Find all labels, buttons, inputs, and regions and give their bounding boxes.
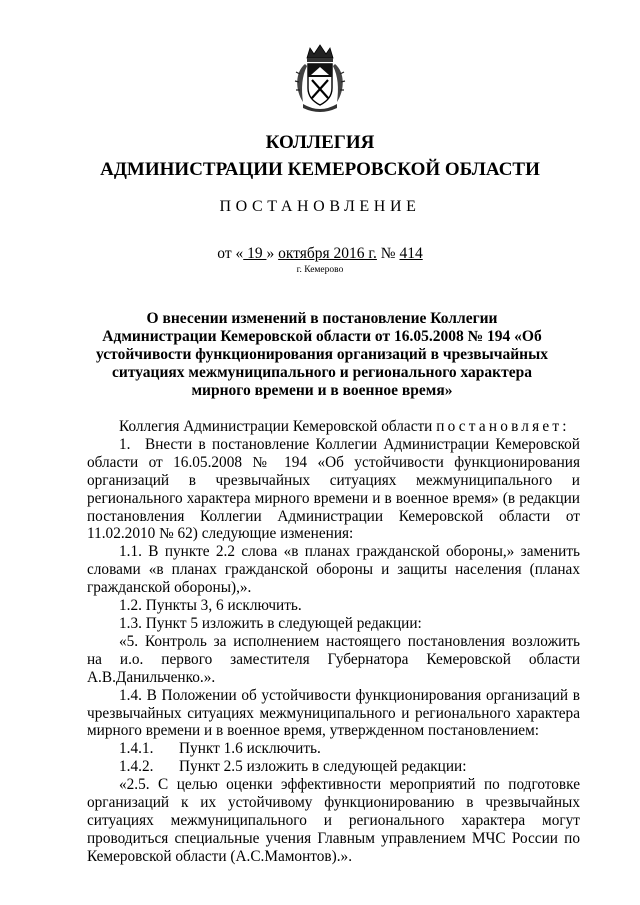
paragraph-1-4: 1.4. В Положении об устойчивости функционирования организаций в чрезвычайных ситуациях межмуниципального и регионального характера мирного времени и в военное время, утвержденном постановлением: xyxy=(87,686,580,740)
paragraph-1-4-2-text: Пункт 2.5 изложить в следующей редакции: xyxy=(179,758,467,776)
paragraph-1-4-1 xyxy=(87,740,580,758)
coat-of-arms-icon xyxy=(293,44,347,114)
paragraph-1-4-2-quote: «2.5. С целью оценки эффективности мероприятий по подготовке организаций к их устойчивому функционированию в чрезвычайных ситуациях межмуниципального и регионального характера могут проводиться специальные учения Главным управлением МЧС России по Кемеровской области (А.С.Мамонтов).». xyxy=(87,776,580,865)
document-title: О внесении изменений в постановление Коллегии Администрации Кемеровской области от 16.05.2008 № 194 «Об устойчивости функционирования организаций в чрезвычайных ситуациях межмуниципального и регионального характера мирного времени и в военное время» xyxy=(96,310,548,399)
paragraph-1 xyxy=(87,436,580,543)
intro-text: Коллегия Администрации Кемеровской области xyxy=(119,418,437,435)
paragraph-1-4-1-number: 1.4.1. xyxy=(119,740,154,758)
intro-decree-word: постановляет: xyxy=(436,418,570,435)
document-body xyxy=(87,418,580,866)
date-number-line xyxy=(0,245,640,263)
paragraph-1-3-quote: «5. Контроль за исполнением настоящего постановления возложить на и.о. первого заместителя Губернатора Кемеровской области А.В.Данильченко.». xyxy=(87,632,580,686)
date-day: 19 xyxy=(243,245,267,262)
date-mid: » xyxy=(266,245,279,262)
paragraph-1-2: 1.2. Пункты 3, 6 исключить. xyxy=(119,597,302,615)
paragraph-1-4-2-number: 1.4.2. xyxy=(119,758,154,776)
paragraph-1-4-2 xyxy=(87,758,580,776)
document-number: 414 xyxy=(399,245,423,262)
place-of-issue: г. Кемерово xyxy=(296,265,344,275)
paragraph-1-number: 1. xyxy=(119,435,131,453)
date-month-year: октября 2016 г. xyxy=(278,245,377,262)
document-type: ПОСТАНОВЛЕНИЕ xyxy=(219,198,421,215)
paragraph-1-4-1-text: Пункт 1.6 исключить. xyxy=(179,740,321,758)
date-prefix: от « xyxy=(217,245,244,262)
intro-paragraph xyxy=(87,418,580,436)
paragraph-1-1: 1.1. В пункте 2.2 слова «в планах гражданской обороны,» заменить словами «в планах гражданской обороны и защиты населения (планах гражданской обороны),». xyxy=(87,543,580,597)
org-name-line1: КОЛЛЕГИЯ xyxy=(265,132,375,153)
org-name-line2: АДМИНИСТРАЦИИ КЕМЕРОВСКОЙ ОБЛАСТИ xyxy=(100,159,540,180)
number-prefix: № xyxy=(376,245,400,262)
paragraph-1-text: Внести в постановление Коллегии Администрации Кемеровской области от 16.05.2008 № 194 «Об устойчивости функционирования организаций в чрезвычайных ситуациях межмуниципального и регионального характера мирного времени и в военное время» (в редакции постановления Коллегии Администрации Кемеровской области от 11.02.2010 № 62) следующие изменения: xyxy=(87,435,580,543)
paragraph-1-3: 1.3. Пункт 5 изложить в следующей редакции: xyxy=(119,614,422,632)
